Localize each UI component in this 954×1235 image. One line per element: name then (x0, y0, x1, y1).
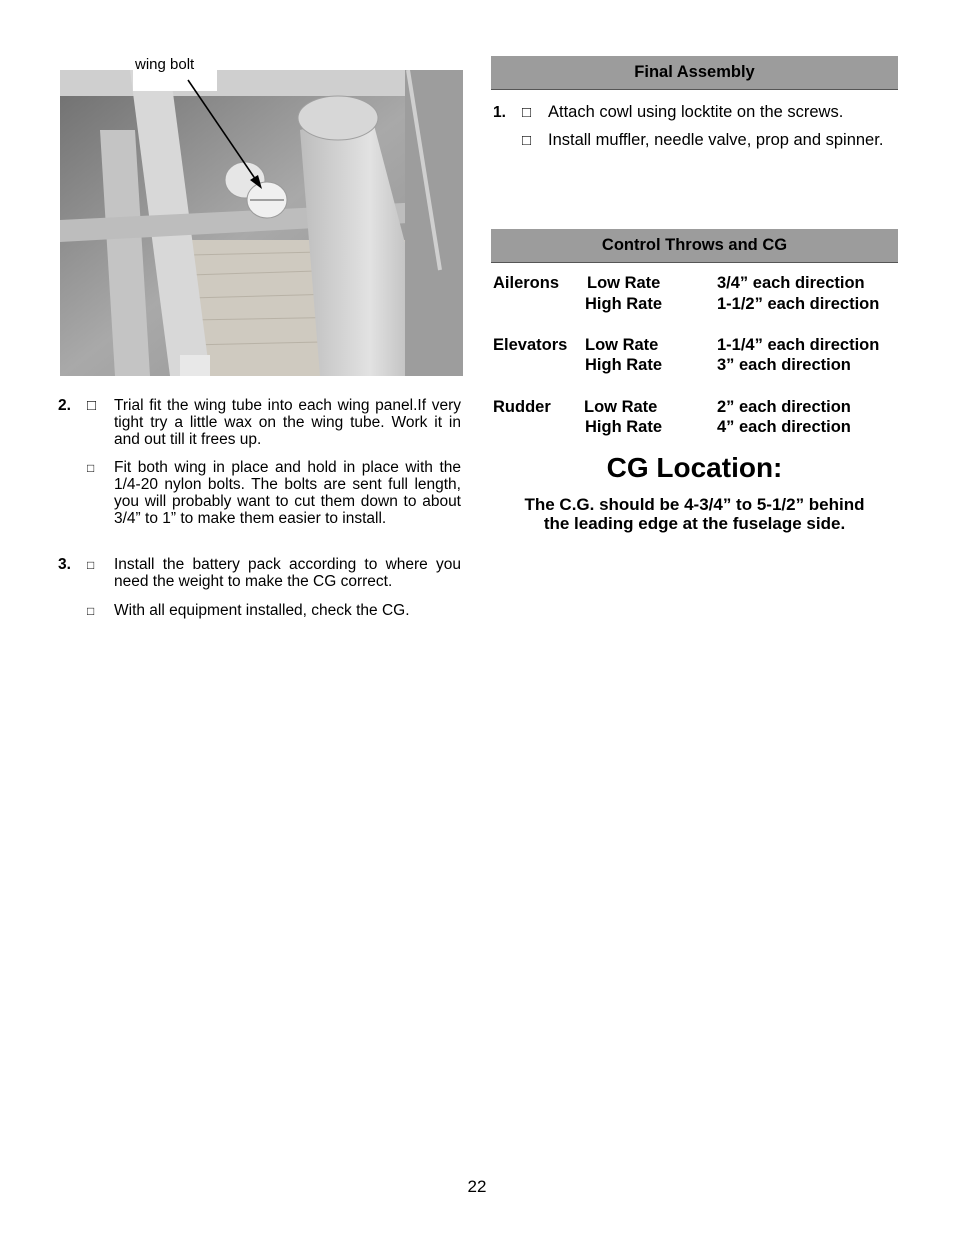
cg-location-text (491, 495, 898, 533)
step-2-checkbox[interactable]: □ (87, 397, 97, 414)
page-number: 22 (467, 1177, 487, 1196)
fa-step-2-checkbox[interactable]: □ (522, 132, 532, 149)
rudder-low-value: 2” each direction (717, 398, 851, 416)
step-3b-checkbox[interactable]: □ (87, 604, 95, 618)
rudder-low-label: Low Rate (584, 398, 658, 416)
cg-line-2: the leading edge at the fuselage side. (543, 514, 846, 533)
ailerons-high-value: 1-1/2” each direction (717, 295, 880, 313)
elevators-low-value: 1-1/4” each direction (717, 336, 880, 354)
fa-step-2-text: Install muffler, needle valve, prop and spinner. (548, 131, 884, 149)
rudder-label: Rudder (493, 398, 551, 416)
final-assembly-header: Final Assembly (491, 56, 898, 90)
step-3-checkbox[interactable]: □ (87, 558, 95, 572)
step-3b-text: With all equipment installed, check the CG. (114, 602, 410, 619)
elevators-low-label: Low Rate (585, 336, 659, 354)
wing-bolt-callout (133, 54, 217, 91)
cg-location-title: CG Location: (606, 452, 783, 483)
fa-step-1-checkbox[interactable]: □ (522, 104, 532, 121)
fa-step-1-text: Attach cowl using locktite on the screws. (548, 103, 844, 121)
cg-line-1: The C.G. should be 4-3/4” to 5-1/2” behind (524, 495, 865, 514)
ailerons-label: Ailerons (493, 274, 560, 292)
elevators-high-label: High Rate (585, 356, 663, 374)
elevators-label: Elevators (493, 336, 568, 354)
step-2-number: 2. (58, 397, 71, 414)
rudder-high-label: High Rate (585, 418, 663, 436)
step-2-text: Trial fit the wing tube into each wing panel.If very tight try a little wax on the wing tube. Work it in and out till it frees up. (114, 397, 461, 448)
fa-step-1-number: 1. (493, 104, 506, 121)
step-3-number: 3. (58, 556, 71, 573)
step-2b-checkbox[interactable]: □ (87, 461, 95, 475)
control-throws-header: Control Throws and CG (491, 229, 898, 263)
rudder-high-value: 4” each direction (717, 418, 851, 436)
ailerons-high-label: High Rate (585, 295, 663, 313)
wing-bolt-label: wing bolt (135, 56, 195, 73)
elevators-high-value: 3” each direction (717, 356, 851, 374)
step-3-text: Install the battery pack according to where you need the weight to make the CG correct. (114, 556, 461, 590)
ailerons-low-label: Low Rate (587, 274, 661, 292)
step-2b-text: Fit both wing in place and hold in place with the 1/4-20 nylon bolts. The bolts are sent full length, you will probably want to cut them down to about 3/4” to 1” to make them easier to install. (114, 459, 461, 527)
ailerons-low-value: 3/4” each direction (717, 274, 865, 292)
wing-bolt-photo (60, 70, 463, 376)
